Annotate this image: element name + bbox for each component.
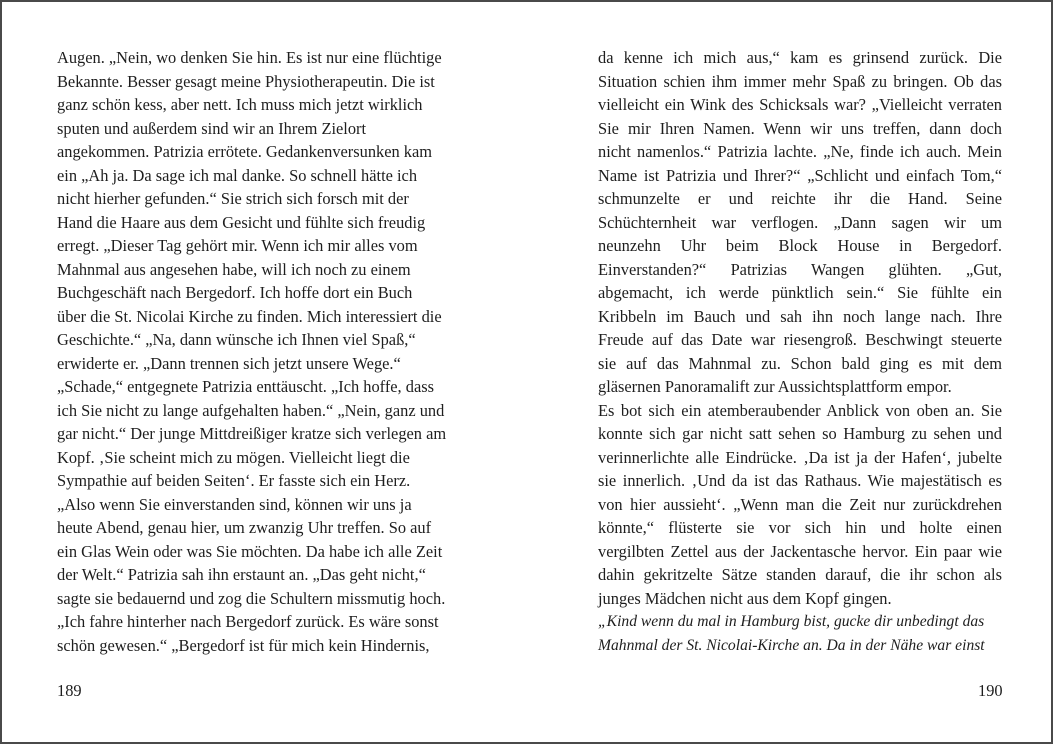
text-line: konnte sich gar nicht satt sehen so Hamburg zu sehen und	[598, 424, 1002, 443]
text-line: Geschichte.“ „Na, dann wünsche ich Ihnen viel Spaß,“	[57, 330, 416, 349]
text-line: über die St. Nicolai Kirche zu finden. Mich interessiert die	[57, 306, 442, 326]
left-page-text	[57, 46, 459, 657]
text-line: Freude auf das Date war riesengroß. Beschwingt steuerte	[598, 330, 1002, 349]
right-page-text	[598, 46, 1002, 657]
text-line: vielleicht ein Wink des Schicksals war? „Vielleicht verraten	[598, 95, 1002, 114]
text-line: Hand die Haare aus dem Gesicht und fühlte sich freudig	[57, 212, 426, 232]
text-line: Sie mir Ihren Namen. Wenn wir uns treffen, dann doch	[598, 118, 1002, 138]
text-line: gläsernen Panoramalift zur Aussichtsplattform empor.	[598, 377, 952, 396]
text-line: „Schade,“ entgegnete Patrizia enttäuscht. „Ich hoffe, dass	[57, 377, 434, 396]
text-line: schön gewesen.“ „Bergedorf ist für mich kein Hindernis,	[57, 635, 430, 655]
text-line: angekommen. Patrizia errötete. Gedankenversunken kam	[57, 142, 433, 161]
text-line: heute Abend, genau hier, um zwanzig Uhr treffen. So auf	[57, 518, 432, 537]
text-line: „Also wenn Sie einverstanden sind, können wir uns ja	[57, 494, 412, 514]
text-line: ein Glas Wein oder was Sie möchten. Da habe ich alle Zeit	[57, 541, 443, 561]
text-line: nicht namenlos.“ Patrizia lachte. „Ne, finde ich auch. Mein	[598, 142, 1002, 161]
text-line: gar nicht.“ Der junge Mittdreißiger kratze sich verlegen am	[57, 424, 447, 443]
text-line: schmunzelte er und reichte ihr die Hand. Seine	[598, 189, 1002, 208]
text-line: abgemacht, ich werde pünktlich sein.“ Sie fühlte ein	[598, 283, 1002, 302]
text-line: ich Sie nicht zu lange aufgehalten haben.“ „Nein, ganz und	[57, 400, 445, 420]
text-line: Name ist Patrizia und Ihrer?“ „Schlicht und einfach Tom,“	[598, 165, 1002, 185]
text-line: vergilbten Zettel aus der Jackentasche hervor. Ein paar wie	[598, 541, 1002, 561]
text-line: verinnerlichte alle Eindrücke. ‚Da ist ja der Hafen‘, jubelte	[598, 447, 1002, 467]
italic-quote-line: Mahnmal der St. Nicolai-Kirche an. Da in der Nähe war einst	[598, 636, 985, 654]
text-line: ganz schön kess, aber nett. Ich muss mich jetzt wirklich	[57, 95, 423, 114]
text-line: Kopf. ‚Sie scheint mich zu mögen. Vielleicht liegt die	[57, 447, 410, 467]
text-line: Mahnmal aus angesehen habe, will ich noch zu einem	[57, 259, 411, 279]
text-line: der Welt.“ Patrizia sah ihn erstaunt an. „Das geht nicht,“	[57, 565, 426, 584]
text-line: könnte,“ flüsterte sie vor sich hin und holte einen	[598, 518, 1002, 537]
text-line: Augen. „Nein, wo denken Sie hin. Es ist nur eine flüchtige	[57, 48, 442, 67]
page-number-right: 190	[978, 681, 1003, 700]
text-line: erregt. „Dieser Tag gehört mir. Wenn ich mir alles vom	[57, 236, 418, 255]
text-line: Sympathie auf beiden Seiten‘. Er fasste sich ein Herz.	[57, 471, 411, 490]
text-line: Buchgeschäft nach Bergedorf. Ich hoffe dort ein Buch	[57, 283, 413, 302]
text-line: Es bot sich ein atemberaubender Anblick von oben an. Sie	[598, 400, 1002, 420]
text-line: sagte sie bedauernd und zog die Schultern missmutig hoch.	[57, 588, 446, 608]
text-line: da kenne ich mich aus,“ kam es grinsend zurück. Die	[598, 48, 1002, 67]
text-line: Einverstanden?“ Patrizias Wangen glühten. „Gut,	[598, 259, 1002, 279]
text-line: erwiderte er. „Dann trennen sich jetzt unsere Wege.“	[57, 353, 401, 373]
text-line: Situation schien ihm immer mehr Spaß zu bringen. Ob das	[598, 71, 1002, 91]
text-line: nicht hierher gefunden.“ Sie strich sich forsch mit der	[57, 189, 409, 208]
page-number-left: 189	[57, 681, 82, 700]
text-line: dahin gekritzelte Sätze standen darauf, die ihr schon als	[598, 565, 1002, 584]
text-line: ein „Ah ja. Da sage ich mal danke. So schnell hätte ich	[57, 165, 418, 185]
italic-quote-line: „Kind wenn du mal in Hamburg bist, gucke dir unbedingt das	[598, 613, 985, 630]
text-line: Bekannte. Besser gesagt meine Physiotherapeutin. Die ist	[57, 71, 435, 91]
text-line: Schüchternheit war verflogen. „Dann sagen wir um	[598, 212, 1002, 232]
text-line: von hier aussieht‘. „Wenn man die Zeit nur zurückdrehen	[598, 494, 1002, 514]
text-line: sputen und außerdem sind wir an Ihrem Zielort	[57, 118, 367, 138]
text-line: „Ich fahre hinterher nach Bergedorf zurück. Es wäre sonst	[57, 612, 439, 631]
text-line: Kribbeln im Bauch und sah ihn noch lange nach. Ihre	[598, 306, 1002, 326]
text-line: sie innerlich. ‚Und da ist das Rathaus. Wie majestätisch es	[598, 471, 1002, 490]
text-line: sie auf das Mahnmal zu. Schon bald ging es mit dem	[598, 353, 1002, 373]
text-line: junges Mädchen nicht aus dem Kopf gingen.	[598, 588, 892, 608]
text-line: neunzehn Uhr beim Block House in Bergedorf.	[598, 236, 1002, 255]
